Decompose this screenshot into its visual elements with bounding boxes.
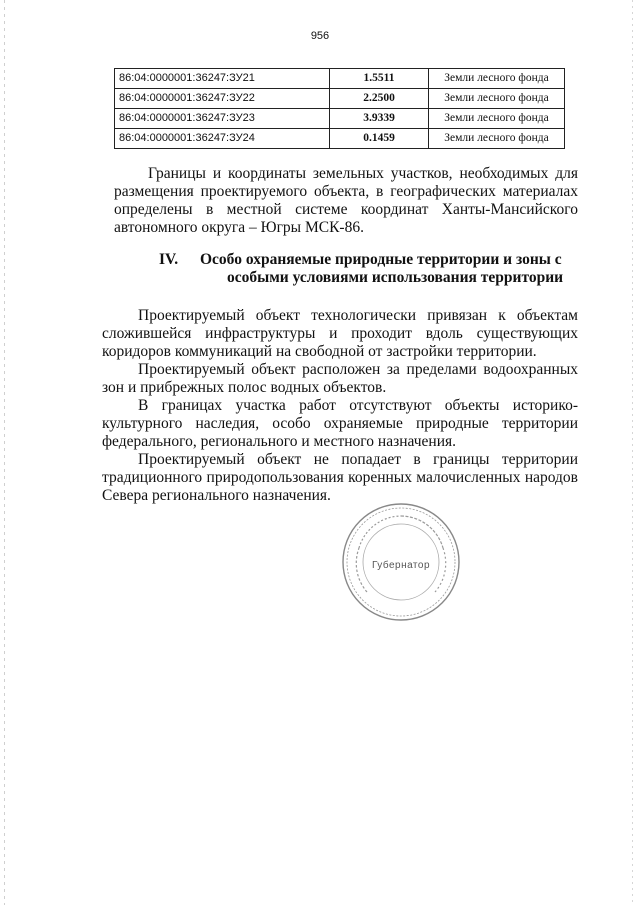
official-seal xyxy=(339,500,463,624)
table-row xyxy=(115,69,565,89)
table-row xyxy=(115,89,565,109)
body-paragraph: Проектируемый объект технологически привязан к объектам сложившейся инфраструктуры и проходит вдоль существующих коридоров коммуникаций на свободной от застройки территории. xyxy=(102,307,578,360)
table-row xyxy=(115,129,565,149)
area-cell: 3.9339 xyxy=(330,109,429,129)
table-row xyxy=(115,109,565,129)
area-cell: 1.5511 xyxy=(330,69,429,89)
land-category-cell: Земли лесного фонда xyxy=(429,129,565,149)
cadastral-number-cell: 86:04:0000001:36247:ЗУ24 xyxy=(115,129,330,149)
page-number: 956 xyxy=(310,30,330,42)
land-parcels-table xyxy=(114,68,565,149)
section-number: IV. xyxy=(159,251,179,268)
land-category-cell: Земли лесного фонда xyxy=(429,89,565,109)
body-paragraph: В границах участка работ отсутствуют объекты историко-культурного наследия, особо охраняемые природные территории федерального, регионального и местного назначения. xyxy=(102,397,578,450)
seal-caption: Губернатор xyxy=(371,560,431,571)
area-cell: 0.1459 xyxy=(330,129,429,149)
land-category-cell: Земли лесного фонда xyxy=(429,69,565,89)
body-paragraph: Проектируемый объект расположен за пределами водоохранных зон и прибрежных полос водных объектов. xyxy=(102,361,578,396)
scan-binding-edge-left xyxy=(4,0,5,905)
cadastral-number-cell: 86:04:0000001:36247:ЗУ23 xyxy=(115,109,330,129)
land-category-cell: Земли лесного фонда xyxy=(429,109,565,129)
intro-paragraph: Границы и координаты земельных участков, необходимых для размещения проектируемого объекта, в географических материалах определены в местной системе координат Ханты-Мансийского автономного округа – Югры МСК-86. xyxy=(114,165,578,236)
cadastral-number-cell: 86:04:0000001:36247:ЗУ21 xyxy=(115,69,330,89)
area-cell: 2.2500 xyxy=(330,89,429,109)
section-title-line-1: Особо охраняемые природные территории и зоны с xyxy=(200,251,562,268)
cadastral-number-cell: 86:04:0000001:36247:ЗУ22 xyxy=(115,89,330,109)
section-title-line-2: особыми условиями использования территории xyxy=(227,269,564,286)
scan-binding-edge-right xyxy=(632,0,633,905)
body-paragraph: Проектируемый объект не попадает в границы территории традиционного природопользования коренных малочисленных народов Севера регионального назначения. xyxy=(102,451,578,504)
